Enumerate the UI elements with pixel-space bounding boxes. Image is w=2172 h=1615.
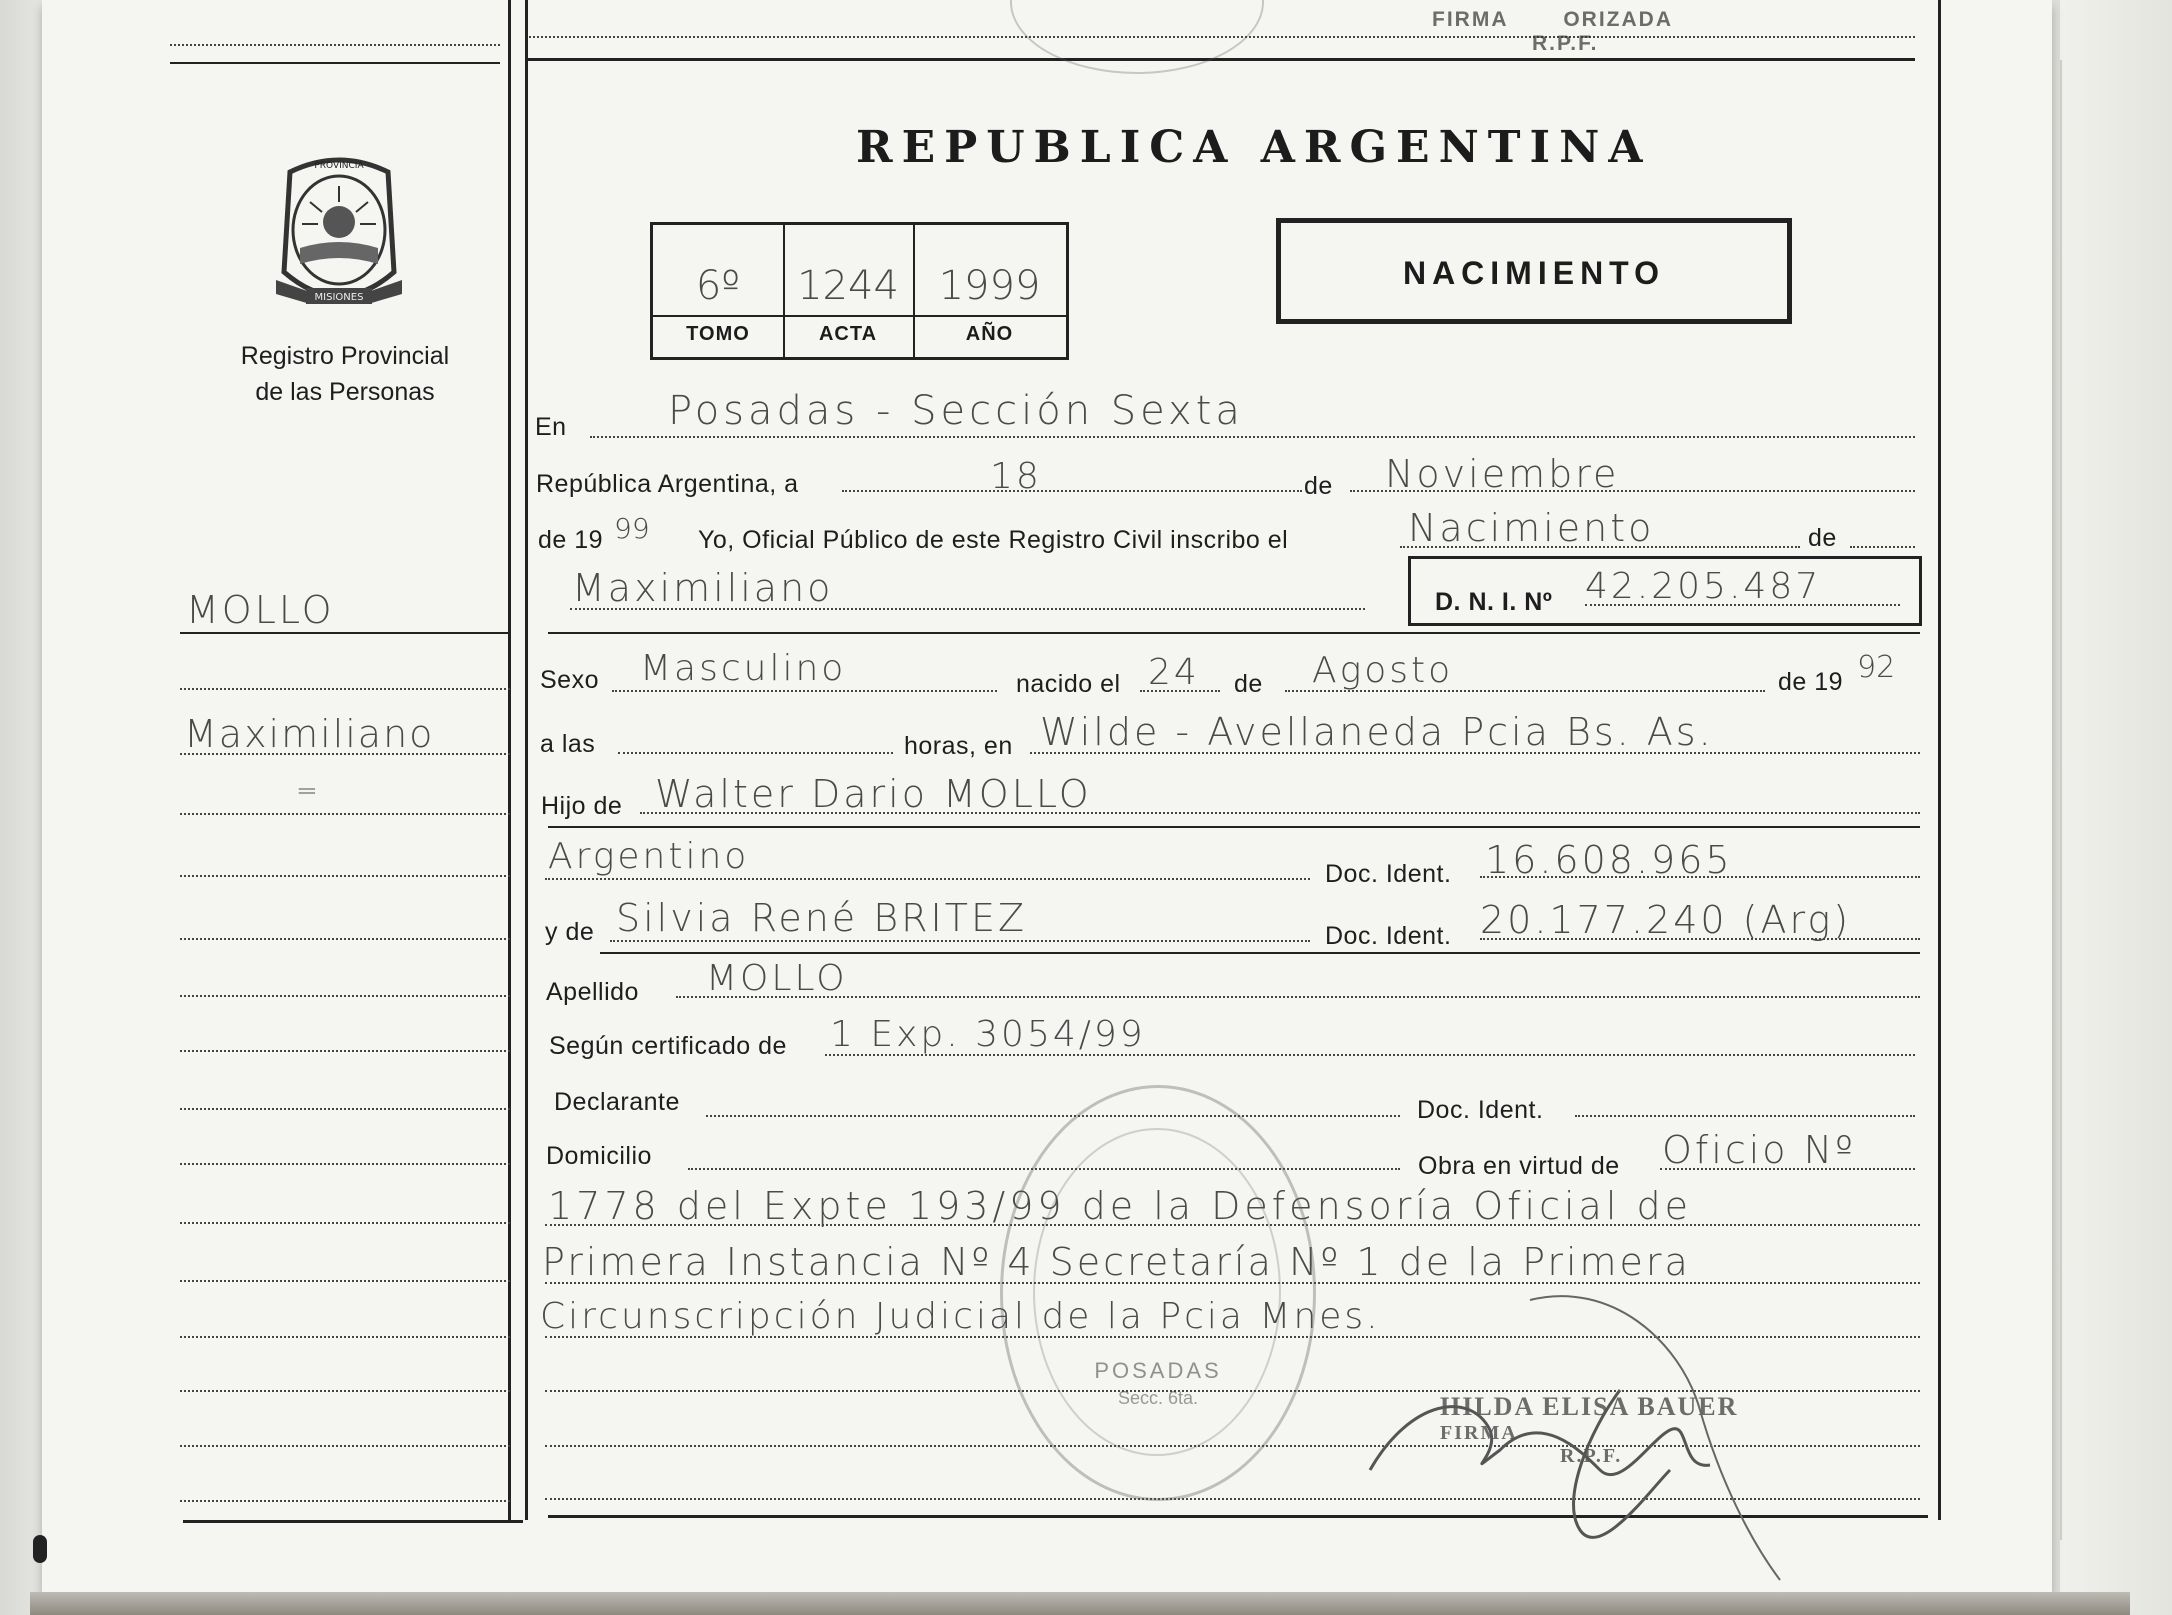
obra-line-3: Circunscripción Judicial de la Pcia Mnes. [540,1296,1381,1337]
father-dots [640,812,1920,814]
margin-dots [180,1050,510,1052]
a-las-label: a las [540,730,596,758]
doc-ident-label-3: Doc. Ident. [1417,1096,1544,1124]
father-doc: 16.608.965 [1485,838,1733,882]
obra-dots [1660,1168,1915,1170]
seal-bottom-text: MISIONES [314,292,364,303]
margin-surname: MOLLO [186,588,335,632]
apellido-value: MOLLO [706,958,848,999]
tomo-label: TOMO [686,323,750,345]
signature-name: HILDA ELISA BAUER [1440,1392,1739,1421]
margin-dots [180,1445,510,1447]
certificado-dots [825,1054,1915,1056]
father-nationality: Argentino [548,836,750,877]
doc-ident-label-2: Doc. Ident. [1325,922,1452,950]
father-name: Walter Dario MOLLO [655,772,1092,816]
registry-name [190,338,500,410]
margin-dots [180,1336,510,1338]
form-right-border [1938,0,1941,1520]
hour-dots [618,752,893,754]
margin-dots [180,813,510,815]
record-type: NACIMIENTO [1402,255,1666,291]
birth-month-dots [1285,690,1765,692]
provincial-seal-icon [270,152,408,312]
document-title: REPUBLICA ARGENTINA [856,122,1652,173]
nacido-label: nacido el [1016,670,1121,698]
birth-place: Wilde - Avellaneda Pcia Bs. As. [1040,710,1714,754]
de2-dots [1850,546,1915,548]
binding-hole [33,1535,47,1563]
signature-rpf: R.P.F. [1560,1445,1623,1467]
mother-name: Silvia René BRITEZ [616,896,1028,940]
signature-role: FIRMA [1440,1422,1518,1444]
column-divider-right [525,0,528,1520]
obra-line-2: Primera Instancia Nº 4 Secretaría Nº 1 de la Primera [542,1240,1691,1284]
facing-page-edge [2060,0,2172,1615]
birth-year-suffix: 92 [1857,650,1896,685]
obra-line-1: 1778 del Expte 193/99 de la Defensoría Oficial de [548,1184,1692,1228]
margin-dots [180,1280,510,1282]
oficial-text: Yo, Oficial Público de este Registro Civil inscribo el [698,526,1289,554]
sexo-dots [612,690,997,692]
dni-label: D. N. I. Nº [1435,588,1553,616]
month-value: Noviembre [1385,452,1620,496]
section-rule-1 [548,632,1920,634]
domicilio-label: Domicilio [546,1142,652,1170]
margin-dots [180,1163,510,1165]
registry-name-line1: Registro Provincial [240,342,450,370]
margin-dots [180,875,510,877]
margin-dots [180,753,510,755]
name-dots [570,608,1365,610]
year-suffix: 99 [614,512,650,545]
sexo-label: Sexo [540,666,599,694]
declarante-doc-dots [1575,1115,1915,1117]
margin-given-name: Maximiliano [184,712,435,756]
birth-day-dots [1140,690,1220,692]
mother-dots [610,940,1310,942]
name-value: Maximiliano [572,566,834,610]
dni-dots [1585,604,1900,606]
margin-mark: = [296,776,321,806]
declarante-dots [706,1115,1400,1117]
de-label: de [1304,472,1333,500]
margin-bottom-rule [183,1520,523,1523]
declarante-label: Declarante [554,1088,680,1116]
apellido-dots [676,996,1920,998]
tomo-value: 6º [695,263,741,309]
year-prefix: de 19 [538,526,604,554]
horas-label: horas, en [904,732,1013,760]
handwritten-signature [1350,1280,1820,1590]
stamp-city: POSADAS [1094,1358,1222,1383]
certificado-value: 1 Exp. 3054/99 [830,1014,1146,1055]
book-bottom-edge [30,1592,2130,1615]
de-label-2: de [1808,524,1837,552]
official-stamp [1000,1085,1316,1501]
father-doc-dots [1480,876,1920,878]
margin-top-dots [170,44,500,46]
column-divider-left [508,0,511,1520]
seal-top-text: PROVINCIA [314,161,364,171]
margin-dots [180,1500,510,1502]
obra-start: Oficio Nº [1662,1128,1856,1172]
act-value: Nacimiento [1408,506,1655,550]
birth-month: Agosto [1312,650,1454,691]
nationality-dots [545,878,1310,880]
hijo-label: Hijo de [541,792,623,820]
margin-dots [180,1108,510,1110]
record-box-separator [653,315,1066,317]
stamp-section: Secc. 6ta. [1117,1388,1199,1408]
sexo-value: Masculino [640,648,847,689]
republica-label: República Argentina, a [536,470,799,498]
margin-rule-1 [180,632,510,634]
y-de-label: y de [545,918,595,946]
dni-value: 42.205.487 [1585,566,1822,607]
doc-ident-label-1: Doc. Ident. [1325,860,1452,888]
margin-dots [180,995,510,997]
record-box [650,222,1069,360]
day-dots [842,490,1302,492]
act-dots [1400,546,1800,548]
obra-label: Obra en virtud de [1418,1152,1620,1180]
section-rule-2 [548,826,1920,828]
margin-dots [180,1222,510,1224]
place-value: Posadas - Sección Sexta [668,388,1244,434]
binding-stitch [2060,60,2066,1540]
birth-place-dots [1030,752,1920,754]
certificado-label: Según certificado de [549,1032,787,1060]
acta-label: ACTA [818,323,878,345]
birth-year-prefix: de 19 [1778,668,1844,696]
record-type-box [1276,218,1792,324]
anio-value: 1999 [938,263,1041,309]
margin-top-rule [170,62,500,64]
acta-value: 1244 [797,263,899,309]
margin-dots [180,1390,510,1392]
mother-doc-dots [1480,938,1920,940]
margin-dots [180,938,510,940]
en-dots [590,436,1915,438]
day-value: 18 [990,456,1042,497]
anio-label: AÑO [965,323,1014,345]
de-label-3: de [1234,670,1263,698]
birth-day: 24 [1148,652,1200,693]
apellido-label: Apellido [546,978,639,1006]
mother-doc: 20.177.240 (Arg) [1480,898,1852,942]
main-top-rule [525,58,1915,61]
registry-name-line2: de las Personas [255,378,435,406]
top-signature: FIRMA ORIZADA R.P.F. [1432,8,1674,55]
section-rule-3 [600,952,1920,954]
margin-dots [180,688,510,690]
en-label: En [535,413,567,441]
